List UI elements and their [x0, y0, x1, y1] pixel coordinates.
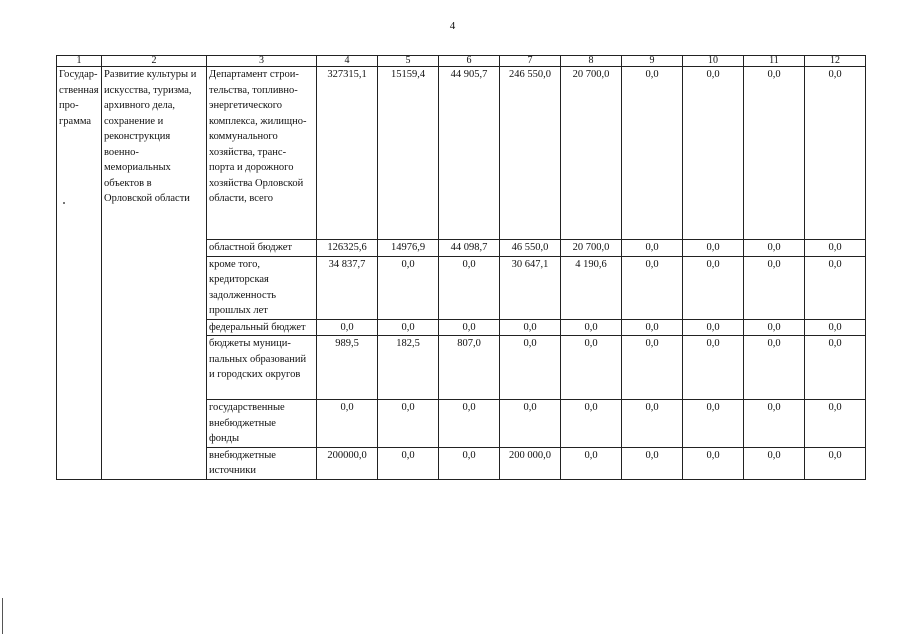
header-cell: 6: [439, 56, 500, 67]
header-cell: 1: [57, 56, 102, 67]
value-cell: 0,0: [744, 319, 805, 336]
header-cell: 7: [500, 56, 561, 67]
header-cell: 12: [805, 56, 866, 67]
funding-source-cell: [207, 256, 317, 319]
value-cell: 989,5: [317, 336, 378, 400]
value-cell: 0,0: [622, 240, 683, 257]
value-cell: 0,0: [683, 67, 744, 240]
value-cell: 0,0: [439, 447, 500, 479]
value-cell: 0,0: [561, 319, 622, 336]
funding-source-cell: [207, 400, 317, 448]
value-cell: 0,0: [622, 447, 683, 479]
value-cell: 0,0: [805, 319, 866, 336]
value-cell: 4 190,6: [561, 256, 622, 319]
value-cell: 0,0: [683, 447, 744, 479]
scan-edge-mark: [2, 598, 3, 634]
value-cell: 126325,6: [317, 240, 378, 257]
value-cell: 30 647,1: [500, 256, 561, 319]
value-cell: 0,0: [683, 240, 744, 257]
header-row: [57, 56, 866, 67]
header-cell: 9: [622, 56, 683, 67]
value-cell: 0,0: [805, 400, 866, 448]
value-cell: 0,0: [622, 336, 683, 400]
value-cell: 0,0: [378, 256, 439, 319]
program-name-text: Развитие культуры и искусства, туризма, архивного дела, сохранение и реконструкция военно- мемориальных объектов в Орловской области: [104, 69, 197, 204]
value-cell: 0,0: [683, 400, 744, 448]
value-cell: 0,0: [500, 319, 561, 336]
value-cell: 0,0: [378, 319, 439, 336]
value-cell: 0,0: [439, 256, 500, 319]
funding-source-label: бюджеты муници- пальных образований и городских округов: [209, 338, 307, 380]
value-cell: 0,0: [683, 319, 744, 336]
value-cell: 0,0: [317, 400, 378, 448]
value-cell: 14976,9: [378, 240, 439, 257]
funding-source-cell: [207, 319, 317, 336]
value-cell: 0,0: [744, 336, 805, 400]
table-row: [57, 67, 866, 240]
value-cell: 0,0: [622, 319, 683, 336]
header-cell: 5: [378, 56, 439, 67]
value-cell: 0,0: [500, 400, 561, 448]
value-cell: 327315,1: [317, 67, 378, 240]
value-cell: 182,5: [378, 336, 439, 400]
header-cell: 11: [744, 56, 805, 67]
value-cell: 0,0: [744, 256, 805, 319]
value-cell: 0,0: [744, 240, 805, 257]
value-cell: 44 905,7: [439, 67, 500, 240]
funding-source-label: областной бюджет: [209, 242, 292, 253]
funding-source-cell: [207, 447, 317, 479]
funding-source-label: Департамент строи- тельства, топливно- энергетического комплекса, жилищно- коммунального хозяйства, транс- порта и дорожного хозяйства Орловской области, всего: [209, 69, 307, 204]
header-cell: 10: [683, 56, 744, 67]
value-cell: 0,0: [805, 256, 866, 319]
program-type-text: Государ- ственная про- грамма: [59, 69, 99, 127]
value-cell: 0,0: [378, 447, 439, 479]
funding-source-label: кроме того, кредиторская задолженность прошлых лет: [209, 258, 277, 316]
header-cell: 8: [561, 56, 622, 67]
value-cell: 200 000,0: [500, 447, 561, 479]
value-cell: 0,0: [561, 400, 622, 448]
value-cell: 0,0: [317, 319, 378, 336]
page-number: 4: [449, 20, 456, 32]
value-cell: 15159,4: [378, 67, 439, 240]
header-cell: 3: [207, 56, 317, 67]
budget-table: [56, 55, 866, 480]
value-cell: 0,0: [561, 336, 622, 400]
funding-source-label: внебюджетные источники: [209, 449, 276, 476]
value-cell: 246 550,0: [500, 67, 561, 240]
value-cell: 44 098,7: [439, 240, 500, 257]
value-cell: 20 700,0: [561, 240, 622, 257]
value-cell: 0,0: [805, 67, 866, 240]
header-cell: 4: [317, 56, 378, 67]
value-cell: 0,0: [683, 336, 744, 400]
value-cell: 200000,0: [317, 447, 378, 479]
value-cell: 807,0: [439, 336, 500, 400]
funding-source-cell: [207, 336, 317, 400]
value-cell: 0,0: [622, 400, 683, 448]
value-cell: 20 700,0: [561, 67, 622, 240]
value-cell: 0,0: [805, 336, 866, 400]
value-cell: 0,0: [561, 447, 622, 479]
value-cell: 0,0: [378, 400, 439, 448]
value-cell: 34 837,7: [317, 256, 378, 319]
value-cell: 46 550,0: [500, 240, 561, 257]
value-cell: 0,0: [683, 256, 744, 319]
funding-source-cell: [207, 67, 317, 240]
value-cell: 0,0: [500, 336, 561, 400]
program-name-cell: [102, 67, 207, 480]
value-cell: 0,0: [439, 400, 500, 448]
program-type-cell: [57, 67, 102, 480]
value-cell: 0,0: [805, 447, 866, 479]
value-cell: 0,0: [744, 400, 805, 448]
value-cell: 0,0: [744, 447, 805, 479]
value-cell: 0,0: [622, 67, 683, 240]
header-cell: 2: [102, 56, 207, 67]
funding-source-label: федеральный бюджет: [209, 321, 306, 333]
value-cell: 0,0: [622, 256, 683, 319]
value-cell: 0,0: [744, 67, 805, 240]
scan-speck: [63, 202, 65, 204]
funding-source-label: государственные внебюджетные фонды: [209, 402, 285, 444]
value-cell: 0,0: [439, 319, 500, 336]
funding-source-cell: [207, 240, 317, 257]
value-cell: 0,0: [805, 240, 866, 257]
